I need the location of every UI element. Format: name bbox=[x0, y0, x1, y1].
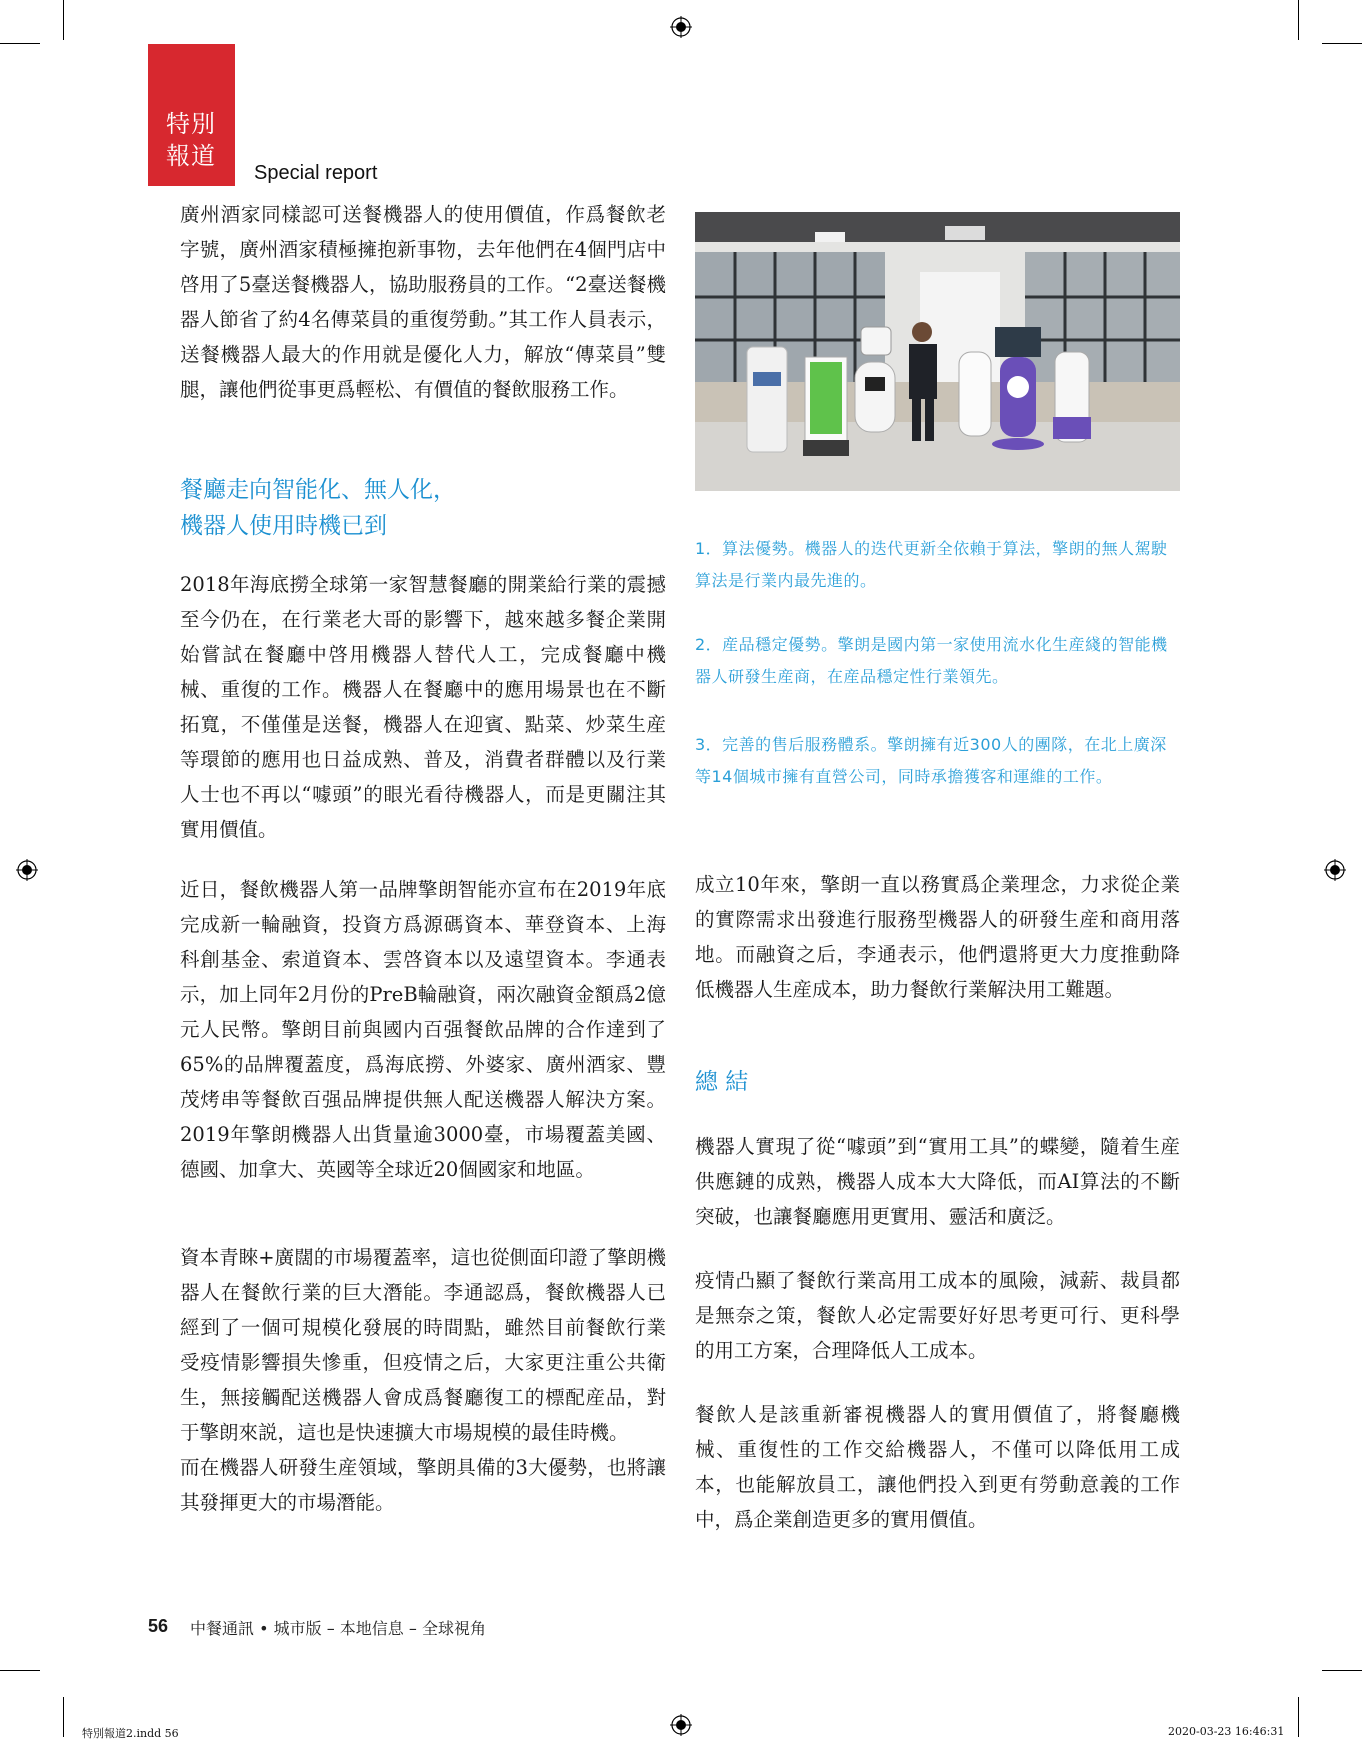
left-column-body bbox=[180, 567, 666, 847]
paragraph: 而在機器人研發生産領域，擎朗具備的3大優勢，也將讓其發揮更大的市場潛能。 bbox=[180, 1456, 666, 1514]
advantages-list bbox=[695, 533, 1180, 597]
paragraph: 餐飲人是該重新審視機器人的實用價值了，將餐廳機械、重復性的工作交給機器人，不僅可以降低用工成本，也能解放員工，讓他們投入到更有勞動意義的工作中，爲企業創造更多的實用價值。 bbox=[695, 1403, 1180, 1531]
publication-title: 中餐通訊 • 城市版 – 本地信息 – 全球視角 bbox=[190, 1619, 486, 1638]
slug-file: 特別報道2.indd 56 bbox=[82, 1727, 179, 1740]
summary-heading: 總 結 bbox=[695, 1069, 749, 1095]
slug-date: 2020-03-23 16:46:31 bbox=[1168, 1725, 1285, 1738]
left-column-body bbox=[180, 872, 666, 1187]
registration-mark-icon bbox=[670, 16, 692, 38]
robots-photo bbox=[695, 212, 1180, 491]
paragraph: 廣州酒家同樣認可送餐機器人的使用價值，作爲餐飲老字號，廣州酒家積極擁抱新事物，去年他們在4個門店中啓用了5臺送餐機器人，協助服務員的工作。“2臺送餐機器人節省了約4名傳菜員的重復勞動。”其工作人員表示，送餐機器人最大的作用就是優化人力，解放“傳菜員”雙腿，讓他們從事更爲輕松、有價值的餐飲服務工作。 bbox=[180, 203, 666, 401]
registration-mark-icon bbox=[16, 859, 38, 881]
crop-mark bbox=[1322, 43, 1362, 44]
right-column-body bbox=[695, 1397, 1180, 1537]
list-item: 2．産品穩定優勢。擎朗是國内第一家使用流水化生産綫的智能機器人研發生産商，在産品穩定性行業領先。 bbox=[695, 635, 1168, 686]
left-column bbox=[180, 197, 666, 407]
left-column-body bbox=[180, 1240, 666, 1520]
crop-mark bbox=[1322, 1670, 1362, 1671]
paragraph: 近日，餐飲機器人第一品牌擎朗智能亦宣布在2019年底完成新一輪融資，投資方爲源碼資本、華登資本、上海科創基金、索道資本、雲啓資本以及遠望資本。李通表示，加上同年2月份的PreB輪融資，兩次融資金額爲2億元人民幣。擎朗目前與國内百强餐飲品牌的合作達到了65%的品牌覆蓋度，爲海底撈、外婆家、廣州酒家、豐茂烤串等餐飲百强品牌提供無人配送機器人解決方案。2019年擎朗機器人出貨量逾3000臺，市場覆蓋美國、德國、加拿大、英國等全球近20個國家和地區。 bbox=[180, 878, 666, 1181]
registration-mark-icon bbox=[670, 1714, 692, 1736]
list-item: 3．完善的售后服務體系。擎朗擁有近300人的團隊，在北上廣深等14個城市擁有直營公司，同時承擔獲客和運維的工作。 bbox=[695, 735, 1167, 786]
paragraph: 資本青睞+廣闊的市場覆蓋率，這也從側面印證了擎朗機器人在餐飲行業的巨大潛能。李通認爲，餐飲機器人已經到了一個可規模化發展的時間點，雖然目前餐飲行業受疫情影響損失慘重，但疫情之后，大家更注重公共衛生，無接觸配送機器人會成爲餐廳復工的標配産品，對于擎朗來説，這也是快速擴大市場規模的最佳時機。 bbox=[180, 1246, 666, 1444]
advantages-list bbox=[695, 629, 1180, 693]
crop-mark bbox=[1298, 0, 1299, 40]
right-column-body bbox=[695, 1263, 1180, 1368]
paragraph: 機器人實現了從“噱頭”到“實用工具”的蝶變，隨着生産供應鏈的成熟，機器人成本大大降低，而AI算法的不斷突破，也讓餐廳應用更實用、靈活和廣泛。 bbox=[695, 1135, 1180, 1228]
paragraph: 疫情凸顯了餐飲行業高用工成本的風險，減薪、裁員都是無奈之策，餐飲人必定需要好好思考更可行、更科學的用工方案，合理降低人工成本。 bbox=[695, 1269, 1180, 1362]
crop-mark bbox=[63, 1697, 64, 1737]
crop-mark bbox=[0, 1670, 40, 1671]
paragraph: 成立10年來，擎朗一直以務實爲企業理念，力求從企業的實際需求出發進行服務型機器人的研發生産和商用落地。而融資之后，李通表示，他們還將更大力度推動降低機器人生産成本，助力餐飲行業解決用工難題。 bbox=[695, 873, 1180, 1001]
section-heading bbox=[180, 472, 666, 544]
list-item: 1．算法優勢。機器人的迭代更新全依賴于算法，擎朗的無人駕駛算法是行業内最先進的。 bbox=[695, 539, 1168, 590]
section-heading-line1: 餐廳走向智能化、無人化， bbox=[180, 477, 456, 503]
page-number: 56 bbox=[148, 1616, 169, 1636]
right-column-body bbox=[695, 1129, 1180, 1234]
crop-mark bbox=[0, 43, 40, 44]
crop-mark bbox=[1298, 1697, 1299, 1737]
section-heading-line2: 機器人使用時機已到 bbox=[180, 513, 387, 539]
right-column bbox=[695, 867, 1180, 1007]
registration-mark-icon bbox=[1324, 859, 1346, 881]
section-tag-line1: 特別 bbox=[166, 110, 216, 138]
section-subtitle: Special report bbox=[254, 162, 378, 184]
crop-mark bbox=[63, 0, 64, 40]
advantages-list bbox=[695, 729, 1180, 793]
section-tag-line2: 報道 bbox=[166, 142, 216, 170]
paragraph: 2018年海底撈全球第一家智慧餐廳的開業給行業的震撼至今仍在，在行業老大哥的影響下，越來越多餐企業開始嘗試在餐廳中啓用機器人替代人工，完成餐廳中機械、重復的工作。機器人在餐廳中的應用場景也在不斷拓寬，不僅僅是送餐，機器人在迎賓、點菜、炒菜生産等環節的應用也日益成熟、普及，消費者群體以及行業人士也不再以“噱頭”的眼光看待機器人，而是更關注其實用價值。 bbox=[180, 573, 666, 841]
robots-photo-illustration bbox=[695, 212, 1180, 491]
section-tag-label bbox=[166, 108, 216, 172]
